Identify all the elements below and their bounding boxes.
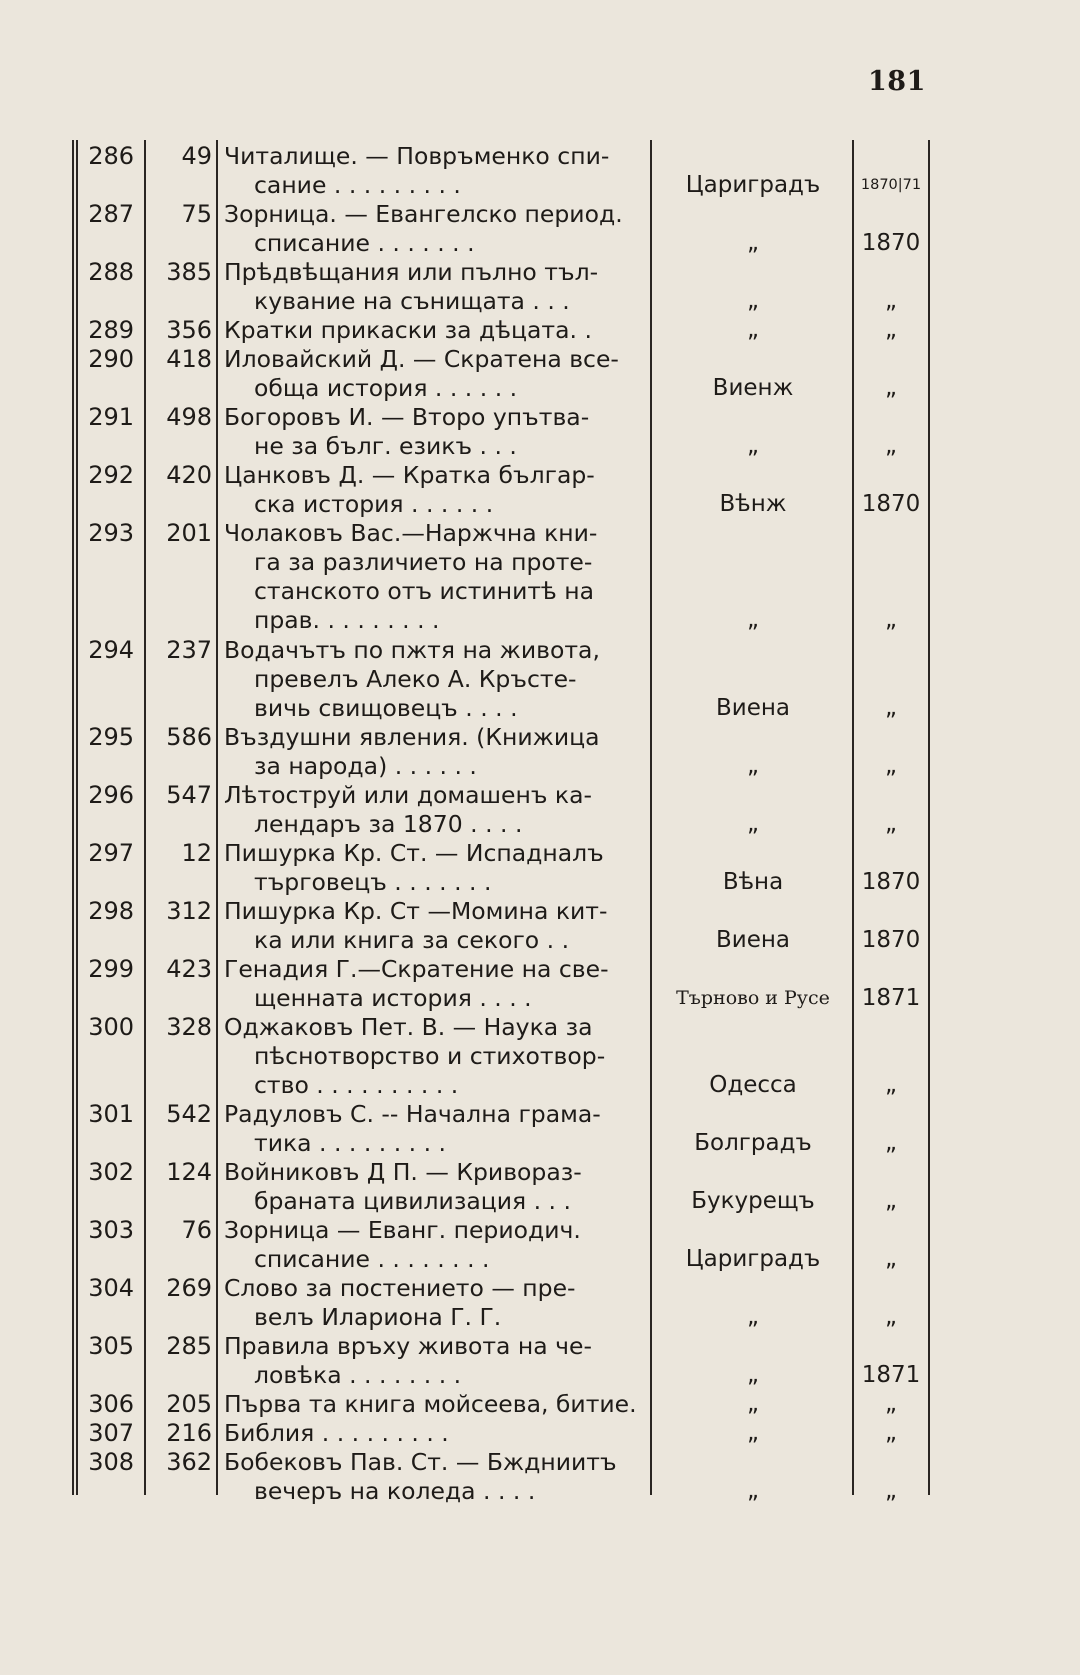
entry-title-line: Цанковъ Д. — Кратка българ- [224,461,595,489]
entry-title-line: търговецъ . . . . . . . [254,868,492,896]
column-divider-place [852,140,854,1495]
entry-number: 296 [88,781,134,809]
entry-place: „ [747,230,759,256]
entry-number: 303 [88,1216,134,1244]
entry-title [224,316,644,345]
entry-title-line: Оджаковъ Пет. В. — Наука за [224,1013,593,1041]
entry-title-line: прав. . . . . . . . . [254,606,440,634]
entry-title-line: обща история . . . . . . [254,374,518,402]
entry-title-line: станското отъ истинитѣ на [254,577,595,605]
entry-reference: 269 [166,1274,212,1302]
entry-reference: 328 [166,1013,212,1041]
entry-title-line: лендаръ за 1870 . . . . [254,810,523,838]
entry-place: Вѣна [722,869,784,895]
entry-place: „ [747,288,759,314]
entry-title [224,258,644,316]
entry-place: Одесса [709,1072,797,1098]
entry-place: „ [747,1420,759,1446]
entry-place: „ [747,1478,759,1504]
entry-title [224,897,644,955]
entry-title-line: вичь свищовецъ . . . . [254,694,518,722]
entry-number: 289 [88,316,134,344]
entry-title-line: Прѣдвѣщания или пълно тъл- [224,258,599,286]
entry-place: Цариградъ [685,1246,821,1272]
entry-title-line: Войниковъ Д П. — Кривораз- [224,1158,582,1186]
entry-title [224,1419,644,1448]
entry-number: 298 [88,897,134,925]
entry-reference: 75 [181,200,212,228]
entry-reference: 498 [166,403,212,431]
entry-year: 1870 [861,927,921,953]
entry-number: 306 [88,1390,134,1418]
table-rule-right [928,140,930,1495]
entry-title [224,781,644,839]
entry-place: „ [747,1304,759,1330]
entry-title [224,723,644,781]
entry-reference: 420 [166,461,212,489]
entry-year: „ [885,1304,897,1330]
entry-year: 1870|71 [860,177,922,193]
entry-year: „ [885,1072,897,1098]
entry-place: Търново и Русе [676,987,830,1009]
entry-place: „ [747,811,759,837]
entry-title-line: ловѣка . . . . . . . . [254,1361,462,1389]
entry-year: 1871 [861,985,921,1011]
entry-place: Виена [715,695,790,721]
entry-reference: 312 [166,897,212,925]
entry-place: „ [747,317,759,343]
column-divider-title [650,140,652,1495]
entry-year: „ [885,1188,897,1214]
entry-title [224,345,644,403]
entry-year: 1870 [861,491,921,517]
entry-number: 299 [88,955,134,983]
entry-title-line: списание . . . . . . . [254,229,475,257]
entry-title-line: ска история . . . . . . [254,490,494,518]
entry-year: „ [885,433,897,459]
entry-title [224,200,644,258]
entry-reference: 76 [181,1216,212,1244]
entry-number: 288 [88,258,134,286]
entry-year: „ [885,317,897,343]
entry-number: 291 [88,403,134,431]
entry-number: 300 [88,1013,134,1041]
entry-place: Виенж [712,375,794,401]
entry-number: 294 [88,636,134,664]
page-number: 181 [868,66,926,97]
entry-title-line: тика . . . . . . . . . [254,1129,447,1157]
entry-number: 304 [88,1274,134,1302]
entry-title-line: Правила връху живота на че- [224,1332,592,1360]
entry-year: „ [885,753,897,779]
entry-number: 287 [88,200,134,228]
entry-title-line: не за бълг. езикъ . . . [254,432,517,460]
entry-reference: 586 [166,723,212,751]
entry-title-line: Слово за постението — пре- [224,1274,576,1302]
entry-title-line: ка или книга за секого . . [254,926,570,954]
entry-title [224,955,644,1013]
entry-reference: 542 [166,1100,212,1128]
entry-title-line: пѣснотворство и стихотвор- [254,1042,606,1070]
entry-place: Вѣнж [719,491,787,517]
entry-reference: 356 [166,316,212,344]
entry-title [224,1332,644,1390]
entry-place: „ [747,753,759,779]
entry-title-line: Пишурка Кр. Ст. — Испадналъ [224,839,604,867]
entry-number: 301 [88,1100,134,1128]
entry-year: 1870 [861,230,921,256]
entry-title [224,461,644,519]
entry-reference: 285 [166,1332,212,1360]
entry-title-line: Пишурка Кр. Ст —Момина кит- [224,897,608,925]
entry-number: 295 [88,723,134,751]
entry-title-line: кувание на сънищата . . . [254,287,570,315]
entry-year: „ [885,1478,897,1504]
entry-year: „ [885,375,897,401]
entry-reference: 216 [166,1419,212,1447]
entry-place: Букурещъ [691,1188,815,1214]
entry-number: 286 [88,142,134,170]
entry-number: 290 [88,345,134,373]
entry-place: Цариградъ [685,172,821,198]
entry-year: „ [885,695,897,721]
entry-title-line: браната цивилизация . . . [254,1187,571,1215]
entry-title [224,403,644,461]
entry-reference: 547 [166,781,212,809]
entry-number: 292 [88,461,134,489]
entry-title-line: Водачътъ по пжтя на живота, [224,636,600,664]
entry-title [224,1274,644,1332]
entry-place: „ [747,1391,759,1417]
entry-reference: 237 [166,636,212,664]
entry-place: „ [747,433,759,459]
entry-title [224,1100,644,1158]
entry-number: 293 [88,519,134,547]
entry-title-line: Бобековъ Пав. Ст. — Бждниитъ [224,1448,617,1476]
entry-title [224,1158,644,1216]
entry-number: 297 [88,839,134,867]
entry-year: „ [885,1391,897,1417]
entry-title-line: Кратки прикаски за дѣцата. . [224,316,592,344]
entry-title [224,636,644,723]
entry-number: 302 [88,1158,134,1186]
entry-title-line: Въздушни явления. (Книжица [224,723,600,751]
entry-place: Виена [715,927,790,953]
entry-title-line: щенната история . . . . [254,984,532,1012]
entry-reference: 385 [166,258,212,286]
entry-title-line: сание . . . . . . . . . [254,171,461,199]
entry-title-line: Богоровъ И. — Второ упътва- [224,403,590,431]
entry-title [224,519,644,635]
entry-year: „ [885,1130,897,1156]
entry-reference: 124 [166,1158,212,1186]
entry-place: „ [747,607,759,633]
entry-title-line: Иловайский Д. — Скратена все- [224,345,619,373]
entry-title-line: за народа) . . . . . . [254,752,477,780]
entry-title-line: велъ Илариона Г. Г. [254,1303,502,1331]
entry-title [224,839,644,897]
entry-reference: 205 [166,1390,212,1418]
entry-year: „ [885,1420,897,1446]
entry-title-line: вечеръ на коледа . . . . [254,1477,536,1505]
entry-title-line: ство . . . . . . . . . . [254,1071,459,1099]
entry-reference: 362 [166,1448,212,1476]
entry-title-line: Първа та книга мойсеева, битие. [224,1390,637,1418]
entry-title-line: Зорница. — Евангелско период. [224,200,623,228]
entry-reference: 49 [181,142,212,170]
entry-title [224,1390,644,1419]
entry-title [224,1448,644,1506]
table-rule-left-2 [76,140,78,1495]
entry-title-line: превелъ Алеко А. Кръсте- [254,665,577,693]
entry-reference: 12 [181,839,212,867]
entry-title-line: Зорница — Еванг. периодич. [224,1216,581,1244]
entry-title-line: га за различието на проте- [254,548,593,576]
entry-title-line: Чолаковъ Вас.—Наржчна кни- [224,519,598,547]
entry-year: „ [885,607,897,633]
entry-title-line: Радуловъ С. -- Начална грама- [224,1100,601,1128]
entry-year: „ [885,1246,897,1272]
entry-place: Болградъ [694,1130,812,1156]
entry-title-line: Генадия Г.—Скратение на све- [224,955,609,983]
entry-title-line: списание . . . . . . . . [254,1245,490,1273]
entry-title [224,142,644,200]
entry-place: „ [747,1362,759,1388]
entry-title-line: Лѣтоструй или домашенъ ка- [224,781,592,809]
entry-number: 305 [88,1332,134,1360]
entry-year: 1870 [861,869,921,895]
entry-reference: 418 [166,345,212,373]
column-divider-ref [216,140,218,1495]
entry-number: 308 [88,1448,134,1476]
entry-title-line: Библия . . . . . . . . . [224,1419,449,1447]
entry-reference: 423 [166,955,212,983]
table-rule-left-1 [72,140,74,1495]
column-divider-num [144,140,146,1495]
entry-year: „ [885,288,897,314]
entry-number: 307 [88,1419,134,1447]
entry-year: 1871 [861,1362,921,1388]
entry-year: „ [885,811,897,837]
entry-title [224,1216,644,1274]
entry-title [224,1013,644,1100]
entry-title-line: Читалище. — Повръменко спи- [224,142,610,170]
entry-reference: 201 [166,519,212,547]
